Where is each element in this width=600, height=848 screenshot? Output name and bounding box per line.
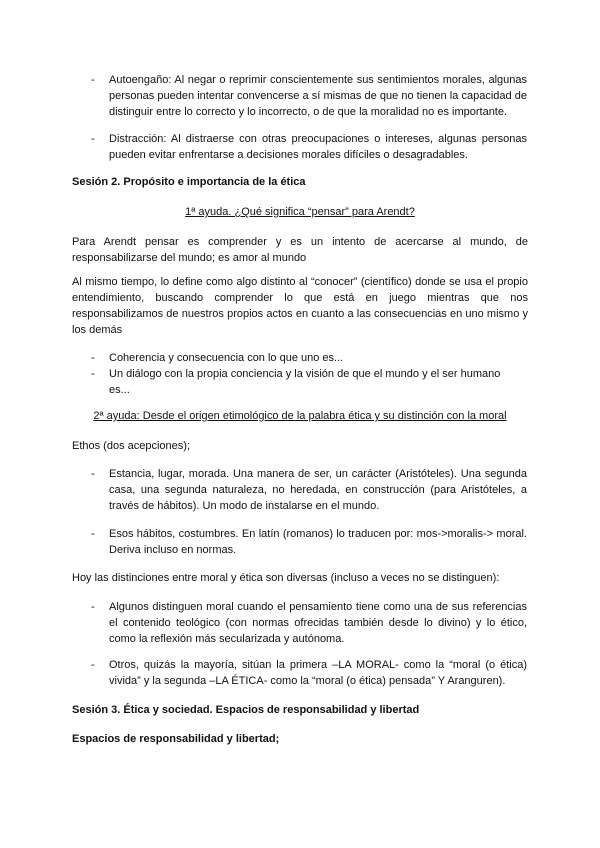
bullet-marker: - <box>91 133 95 145</box>
bullet-marker: - <box>91 601 95 613</box>
help2-heading: 2ª ayuda: Desde el origen etimológico de la palabra ética y su distinción con la moral <box>93 410 507 422</box>
bullet-marker: - <box>91 368 95 380</box>
bullet-marker: - <box>91 74 95 86</box>
list-item-algunos: Algunos distinguen moral cuando el pensamiento tiene como una de sus referencias el contenido teológico (con normas ofrecidas también desde lo divino) y lo ético, como la reflexión más secularizada y autónoma. <box>109 601 527 645</box>
list-item-dialogo: Un diálogo con la propia conciencia y la visión de que el mundo y el ser humano es... <box>109 368 501 396</box>
session3-subheading: Espacios de responsabilidad y libertad; <box>72 733 280 745</box>
ethos-line: Ethos (dos acepciones); <box>72 440 191 452</box>
help1-heading: 1ª ayuda. ¿Qué significa “pensar” para Arendt? <box>185 206 415 218</box>
list-item-habitos: Esos hábitos, costumbres. En latín (romanos) lo traducen por: mos->moralis-> moral. Deriva incluso en normas. <box>109 528 527 556</box>
bullet-marker: - <box>91 468 95 480</box>
list-item-estancia: Estancia, lugar, morada. Una manera de ser, un carácter (Aristóteles). Una segunda casa, una segunda naturaleza, no heredada, en construcción (para Aristóteles, a través de hábitos). Un modo de instalarse en el mundo. <box>109 468 527 512</box>
session2-heading: Sesión 2. Propósito e importancia de la ética <box>72 176 306 188</box>
bullet-distraccion: Distracción: Al distraerse con otras preocupaciones o intereses, algunas personas pueden evitar enfrentarse a decisiones morales difíciles o desagradables. <box>109 133 527 161</box>
list-item-otros: Otros, quizás la mayoría, sitúan la primera –LA MORAL- como la “moral (o ética) vivida” y la segunda –LA ÉTICA- como la “moral (o ética) pensada” Y Aranguren). <box>109 659 527 687</box>
bullet-marker: - <box>91 352 95 364</box>
bullet-marker: - <box>91 659 95 671</box>
bullet-marker: - <box>91 528 95 540</box>
list-item-coherencia: Coherencia y consecuencia con lo que uno es... <box>109 352 344 364</box>
distinciones-paragraph: Hoy las distinciones entre moral y ética son diversas (incluso a veces no se distinguen): <box>72 572 500 584</box>
arendt-paragraph: Para Arendt pensar es comprender y es un intento de acercarse al mundo, de responsabilizarse del mundo; es amor al mundo <box>72 236 528 264</box>
conocer-paragraph: Al mismo tiempo, lo define como algo distinto al “conocer” (científico) donde se usa el propio entendimiento, buscando comprender lo que está en juego mientras que nos responsabilizamos de nuestros propios actos en cuanto a las consecuencias en uno mismo y los demás <box>72 276 528 336</box>
bullet-autoengano: Autoengaño: Al negar o reprimir conscientemente sus sentimientos morales, algunas personas pueden intentar convencerse a sí mismas de que no tienen la capacidad de distinguir entre lo correcto y lo incorrecto, o de que la moralidad no es importante. <box>109 74 527 118</box>
session3-heading: Sesión 3. Ética y sociedad. Espacios de responsabilidad y libertad <box>72 704 420 716</box>
